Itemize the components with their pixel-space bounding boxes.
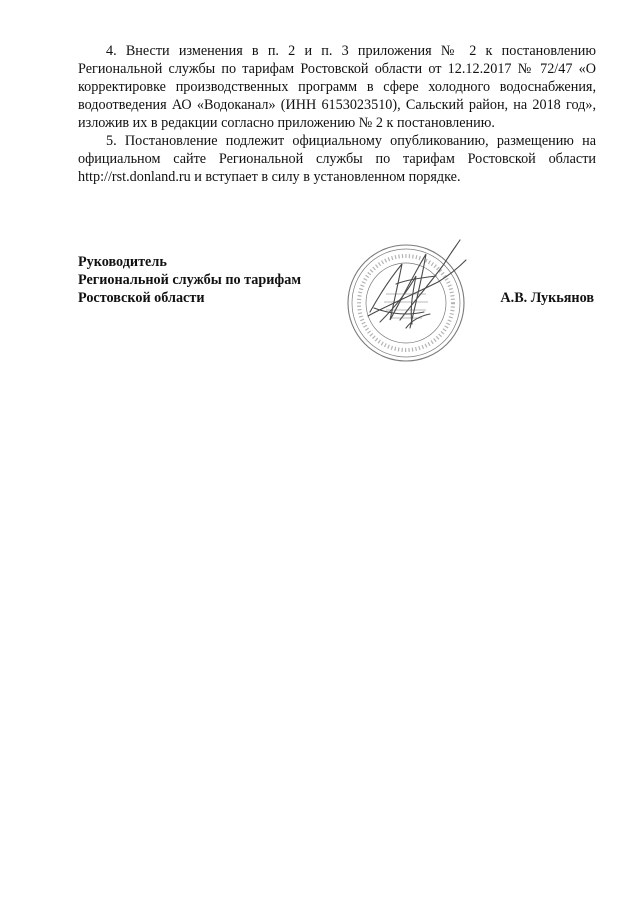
document-body (78, 42, 596, 186)
official-seal-with-signature (340, 224, 480, 374)
seal-outer-ring (348, 245, 464, 361)
seal-inner-ring (366, 263, 446, 343)
paragraph-5: 5. Постановление подлежит официальному опубликованию, размещению на официальном сайте Региональной службы по тарифам Ростовской области http://rst.donland.ru и вступает в силу в установленном порядке. (78, 133, 596, 185)
position-line-2: Региональной службы по тарифам (78, 272, 302, 288)
handwritten-signature (368, 240, 466, 328)
signatory-position (78, 253, 301, 307)
signature-block (78, 253, 596, 313)
paragraph-4: 4. Внести изменения в п. 2 и п. 3 приложения № 2 к постановлению Региональной службы по тарифам Ростовской области от 12.12.2017 № 72/47 «О корректировке производственных программ в сфере холодного водоснабжения, водоотведения АО «Водоканал» (ИНН 6153023510), Сальский район, на 2018 год», изложив их в редакции согласно приложению № 2 к постановлению. (78, 43, 596, 131)
position-line-1: Руководитель (78, 254, 167, 270)
signatory-name: А.В. Лукьянов (500, 290, 594, 306)
position-line-3: Ростовской области (78, 290, 205, 306)
